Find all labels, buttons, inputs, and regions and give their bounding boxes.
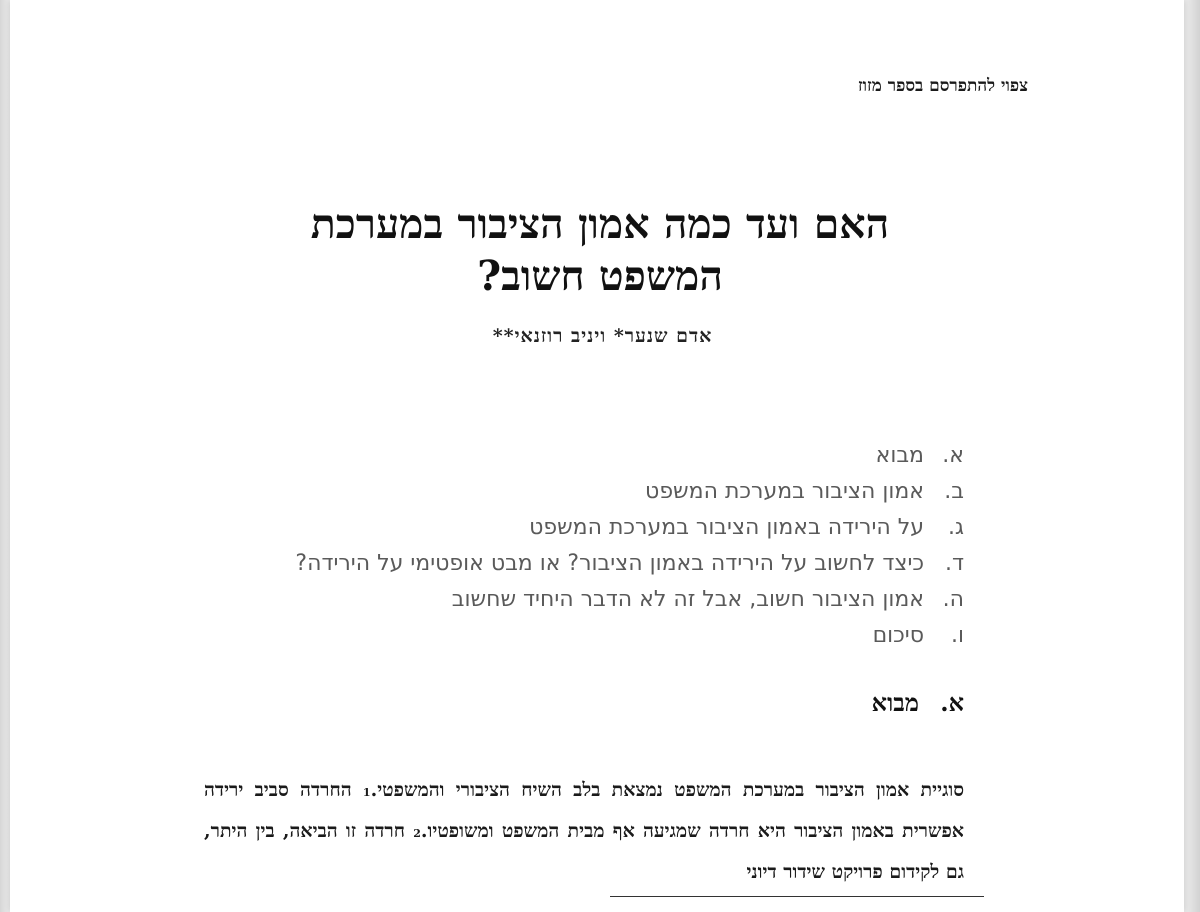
toc-item-letter: ה.	[942, 587, 964, 612]
toc-item	[204, 546, 964, 582]
body-text-part-3: חרדה זו הביאה, בין היתר, גם לקידום פרויקט שידור דיוני	[204, 820, 964, 883]
toc-item-letter: א.	[942, 443, 964, 468]
title-line-1: האם ועד כמה אמון הציבור במערכת	[310, 200, 890, 248]
publication-note: צפוי להתפרסם בספר מזוז	[857, 76, 1028, 96]
toc-item-letter: ג.	[947, 515, 964, 540]
footnote-marker-1[interactable]: 1	[362, 786, 371, 799]
toc-item	[204, 618, 964, 654]
toc-item-text: מבוא	[875, 443, 924, 468]
footnote-separator	[610, 896, 984, 897]
toc-item-text: אמון הציבור במערכת המשפט	[645, 479, 924, 504]
authors: אדם שנער* ויניב רוזנאי**	[492, 325, 713, 347]
toc-item	[204, 438, 964, 474]
section-heading	[872, 688, 964, 718]
toc-item	[204, 510, 964, 546]
toc-item	[204, 474, 964, 510]
body-paragraph	[204, 771, 964, 891]
page-title	[210, 198, 990, 302]
toc-item-text: על הירידה באמון הציבור במערכת המשפט	[529, 515, 924, 540]
document-page	[10, 0, 1184, 912]
toc-item-letter: ו.	[951, 623, 964, 648]
right-page-edge	[1184, 0, 1200, 912]
title-line-2: המשפט חשוב?	[477, 252, 723, 300]
left-page-edge	[0, 0, 10, 912]
toc-item-letter: ב.	[944, 479, 964, 504]
body-text-part-1: סוגיית אמון הציבור במערכת המשפט נמצאת בלב השיח הציבורי והמשפטי.	[370, 779, 965, 801]
toc-item-text: סיכום	[872, 623, 924, 648]
toc-item-letter: ד.	[944, 551, 964, 576]
toc-item-text: אמון הציבור חשוב, אבל זה לא הדבר היחיד שחשוב	[451, 587, 924, 612]
section-heading-letter: א.	[940, 688, 964, 717]
section-heading-title: מבוא	[871, 688, 919, 717]
table-of-contents	[204, 438, 964, 654]
footnote-marker-2[interactable]: 2	[413, 827, 421, 840]
toc-item-text: כיצד לחשוב על הירידה באמון הציבור? או מבט אופטימי על הירידה?	[295, 551, 924, 576]
toc-item	[204, 582, 964, 618]
body-text-part-2: החרדה סביב ירידה אפשרית באמון הציבור היא חרדה שמגיעה אף מבית המשפט ומשופטיו.	[204, 779, 964, 842]
